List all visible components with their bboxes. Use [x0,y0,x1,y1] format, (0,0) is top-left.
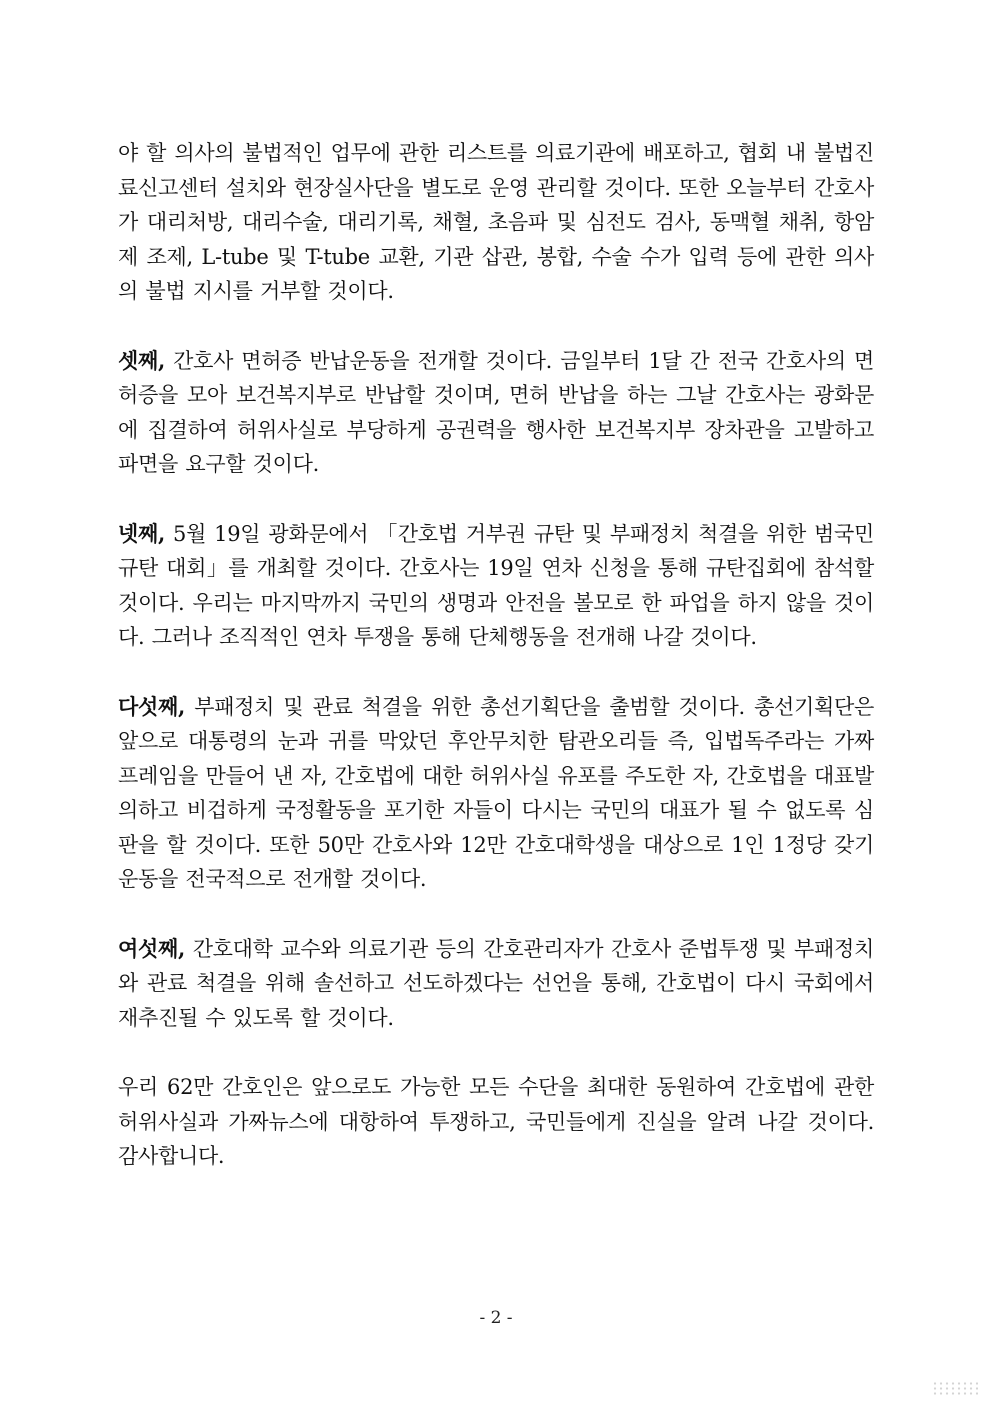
paragraph-text: 우리 62만 간호인은 앞으로도 가능한 모든 수단을 최대한 동원하여 간호법에 관한 허위사실과 가짜뉴스에 대항하여 투쟁하고, 국민들에게 진실을 알려 나갈 것이다. 감사합니다. [118,1075,874,1169]
paragraph-lead: 여섯째, [118,935,185,961]
paragraph-third [118,344,874,482]
paragraph-text: 부패정치 및 관료 척결을 위한 총선기획단을 출범할 것이다. 총선기획단은 앞으로 대통령의 눈과 귀를 막았던 후안무치한 탐관오리들 즉, 입법독주라는 가짜 프레임을 만들어 낸 자, 간호법에 대한 허위사실 유포를 주도한 자, 간호법을 대표발의하고 비겁하게 국정활동을 포기한 자들이 다시는 국민의 대표가 될 수 없도록 심판을 할 것이다. 또한 50만 간호사와 12만 간호대학생을 대상으로 1인 1정당 갖기 운동을 전국적으로 전개할 것이다. [118,694,874,892]
paragraph-sixth [118,932,874,1036]
paragraph-text: 간호대학 교수와 의료기관 등의 간호관리자가 간호사 준법투쟁 및 부패정치와 관료 척결을 위해 솔선하고 선도하겠다는 선언을 통해, 간호법이 다시 국회에서 재추진될 수 있도록 할 것이다. [118,936,874,1030]
paragraph-lead: 다섯째, [118,693,185,719]
paragraph-fourth [118,517,874,655]
paragraph-lead: 셋째, [118,347,165,373]
page-number: - 2 - [479,1308,513,1328]
paragraph-lead: 넷째, [118,520,165,546]
paragraph-continuation [118,136,874,309]
paragraph-text: 간호사 면허증 반납운동을 전개할 것이다. 금일부터 1달 간 전국 간호사의 면허증을 모아 보건복지부로 반납할 것이며, 면허 반납을 하는 그날 간호사는 광화문에 집결하여 허위사실로 부당하게 공권력을 행사한 보건복지부 장차관을 고발하고 파면을 요구할 것이다. [118,348,874,477]
paragraph-fifth [118,690,874,898]
paragraph-closing [118,1070,874,1174]
paragraph-text: 5월 19일 광화문에서 「간호법 거부권 규탄 및 부패정치 척결을 위한 범국민 규탄 대회」를 개최할 것이다. 간호사는 19일 연차 신청을 통해 규탄집회에 참석할 것이다. 우리는 마지막까지 국민의 생명과 안전을 볼모로 한 파업을 하지 않을 것이다. 그러나 조직적인 연차 투쟁을 통해 단체행동을 전개해 나갈 것이다. [118,521,874,650]
document-body [118,136,874,1208]
paragraph-text: 야 할 의사의 불법적인 업무에 관한 리스트를 의료기관에 배포하고, 협회 내 불법진료신고센터 설치와 현장실사단을 별도로 운영 관리할 것이다. 또한 오늘부터 간호사가 대리처방, 대리수술, 대리기록, 채혈, 초음파 및 심전도 검사, 동맥혈 채취, 항암제 조제, L-tube 및 T-tube 교환, 기관 삽관, 봉합, 수술 수가 입력 등에 관한 의사의 불법 지시를 거부할 것이다. [118,141,874,304]
scan-dot-pattern [932,1381,978,1397]
